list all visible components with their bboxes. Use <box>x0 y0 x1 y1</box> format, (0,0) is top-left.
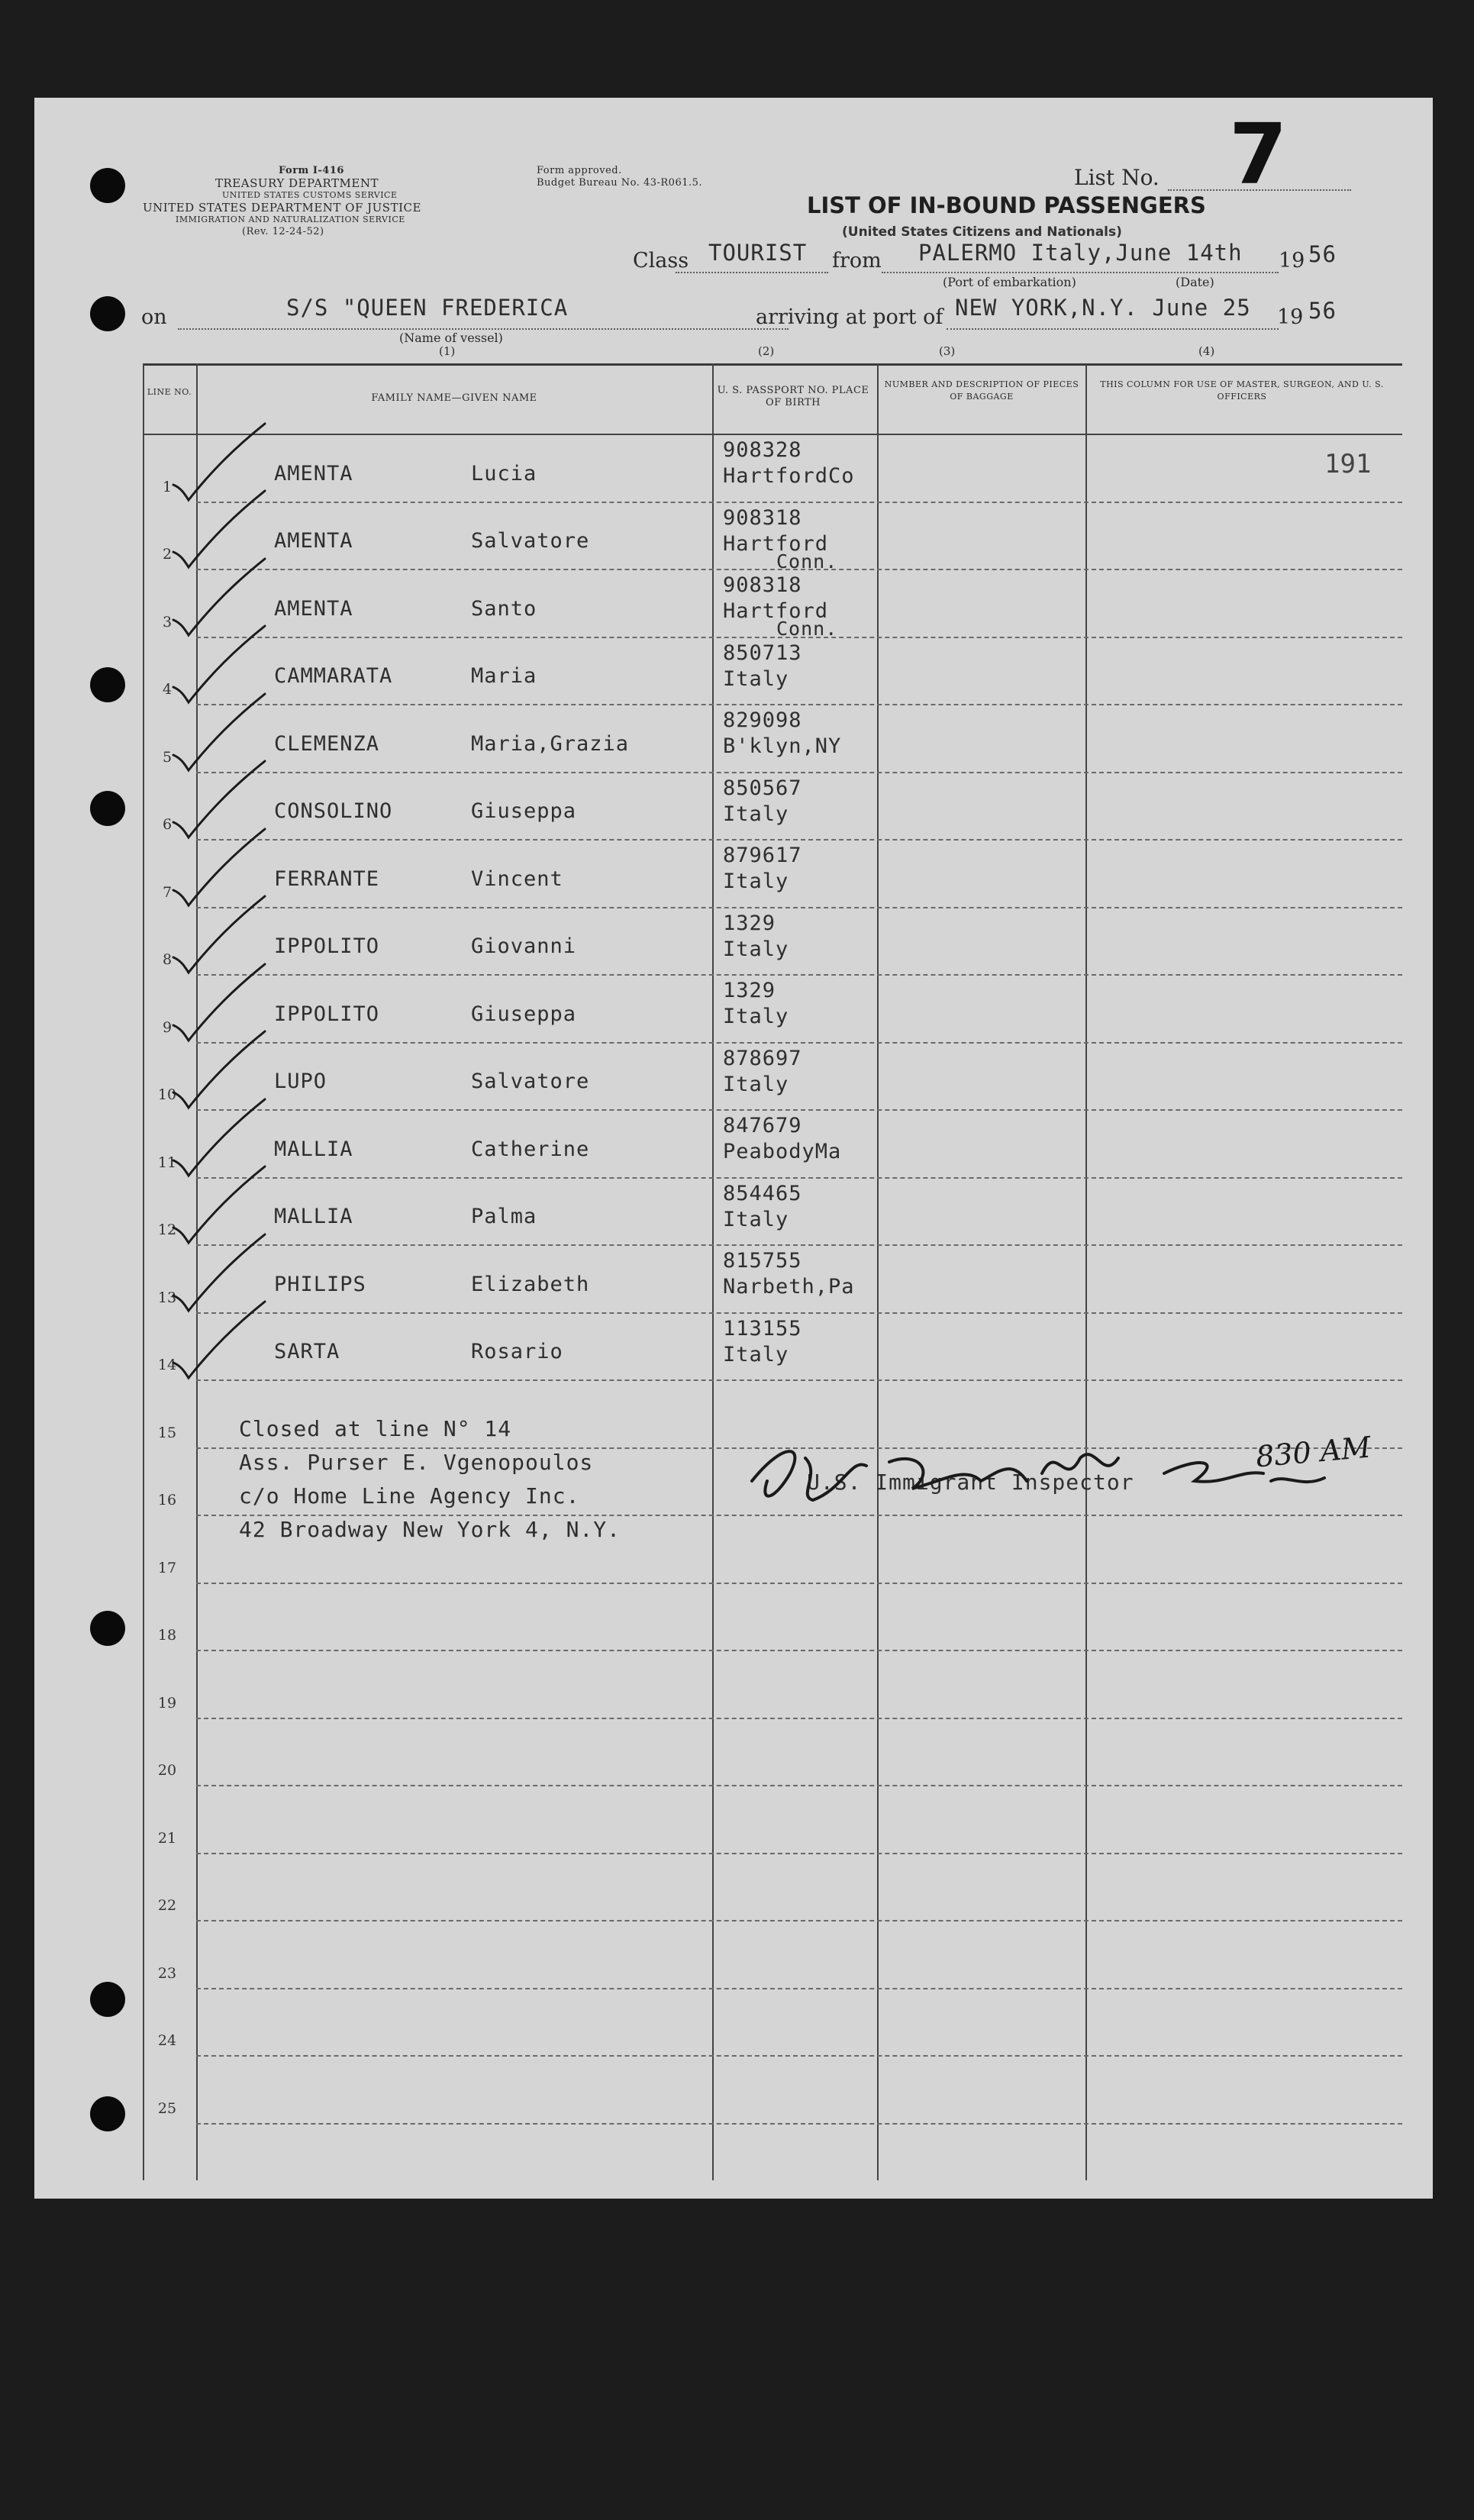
table-row <box>143 1042 1402 1110</box>
given-name: Maria <box>471 664 537 688</box>
embarkation-value: PALERMO Italy,June 14th <box>918 240 1243 266</box>
table-row <box>143 1583 1402 1650</box>
place-of-birth: Italy <box>723 802 789 826</box>
place-of-birth: B'klyn,NY <box>723 734 842 758</box>
family-name: CAMMARATA <box>274 664 393 688</box>
family-name: AMENTA <box>274 529 353 553</box>
caption-2: (2) <box>758 344 775 358</box>
family-name: IPPOLITO <box>274 934 380 958</box>
line-number: 19 <box>157 1694 177 1712</box>
punch-hole <box>90 791 125 826</box>
manifest-sheet <box>34 98 1433 2199</box>
given-name: Elizabeth <box>471 1272 590 1296</box>
punch-hole <box>90 1982 125 2017</box>
caption-3: (3) <box>939 344 956 358</box>
line-number: 2 <box>162 546 173 563</box>
given-name: Santo <box>471 596 537 621</box>
place-of-birth: Italy <box>723 1342 789 1366</box>
passport-number: 850713 <box>723 640 802 665</box>
list-no-label: List No. <box>1074 165 1160 190</box>
passport-number: 829098 <box>723 708 802 732</box>
row-divider <box>196 2123 1402 2125</box>
table-row <box>143 1988 1402 2056</box>
customs-service: UNITED STATES CUSTOMS SERVICE <box>222 190 398 200</box>
line-number: 5 <box>162 748 173 766</box>
line-number: 21 <box>157 1829 177 1847</box>
arrival-year-prefix: 19 <box>1277 305 1304 329</box>
place-of-birth: PeabodyMa <box>723 1140 842 1163</box>
family-name: MALLIA <box>274 1205 353 1228</box>
passport-number: 854465 <box>723 1181 802 1205</box>
justice-dept: UNITED STATES DEPARTMENT OF JUSTICE <box>143 201 421 215</box>
line-number: 4 <box>162 681 173 698</box>
caption-1: (1) <box>439 344 456 358</box>
family-name: MALLIA <box>274 1137 353 1161</box>
place-of-birth: HartfordCo <box>723 464 855 488</box>
inspector-signature <box>737 1428 1332 1512</box>
family-name: PHILIPS <box>274 1272 366 1296</box>
given-name: Giuseppa <box>471 1002 577 1026</box>
table-row <box>143 1177 1402 1245</box>
family-name: LUPO <box>274 1070 327 1093</box>
place-of-birth: Italy <box>723 1072 789 1096</box>
class-value: TOURIST <box>708 240 808 266</box>
form-number: Form I-416 <box>279 165 344 176</box>
from-label: from <box>832 249 882 273</box>
place-of-birth: Italy <box>723 666 789 691</box>
passport-number: 908328 <box>723 438 802 462</box>
given-name: Giovanni <box>471 934 577 958</box>
family-name: IPPOLITO <box>274 1002 380 1026</box>
line-number: 10 <box>157 1086 177 1103</box>
vessel-name: S/S "QUEEN FREDERICA <box>286 295 569 321</box>
year-suffix: 56 <box>1308 241 1337 267</box>
line-number: 22 <box>157 1897 177 1914</box>
header-official: THIS COLUMN FOR USE OF MASTER, SURGEON, AND U. S. OFFICERS <box>1100 379 1384 402</box>
vessel-caption: (Name of vessel) <box>399 331 503 345</box>
table-row <box>143 502 1402 573</box>
table-row <box>143 839 1402 907</box>
table-row <box>143 974 1402 1042</box>
line-number: 17 <box>157 1559 177 1576</box>
table-row <box>143 907 1402 975</box>
punch-hole <box>90 1611 125 1646</box>
closing-line: Closed at line N° 14 <box>239 1416 512 1441</box>
list-number: 7 <box>1229 105 1288 203</box>
punch-hole <box>90 667 125 702</box>
punch-hole <box>90 168 125 203</box>
line-number: 12 <box>157 1221 177 1238</box>
table-row <box>143 1920 1402 1988</box>
manifest-table <box>143 363 1402 2180</box>
header-line-no: LINE NO. <box>147 387 192 397</box>
arriving-label: arriving at port of <box>756 305 943 329</box>
line-number: 11 <box>157 1154 177 1171</box>
passport-number: 908318 <box>723 505 802 530</box>
line-number: 8 <box>162 951 173 968</box>
line-number: 14 <box>157 1357 177 1373</box>
family-name: CLEMENZA <box>274 731 380 756</box>
line-number: 23 <box>157 1964 177 1982</box>
closing-line: 42 Broadway New York 4, N.Y. <box>239 1517 621 1542</box>
passport-number: 1329 <box>723 979 776 1002</box>
passport-number: 847679 <box>723 1114 802 1137</box>
family-name: AMENTA <box>274 461 353 486</box>
line-number: 15 <box>157 1424 177 1441</box>
form-approved: Form approved. <box>537 165 622 176</box>
table-row <box>143 569 1402 640</box>
table-row <box>143 1109 1402 1177</box>
given-name: Palma <box>471 1205 537 1228</box>
header-baggage: NUMBER AND DESCRIPTION OF PIECES OF BAGGAGE <box>884 379 1079 402</box>
line-number: 9 <box>162 1018 173 1036</box>
class-line <box>676 272 828 273</box>
on-label: on <box>141 305 167 329</box>
table-row <box>143 1718 1402 1786</box>
punch-hole <box>90 2096 125 2131</box>
date-caption: (Date) <box>1176 275 1214 289</box>
place-of-birth-cont: Conn. <box>776 618 838 640</box>
table-row <box>143 637 1402 705</box>
place-of-birth: Hartford <box>723 531 829 556</box>
family-name: FERRANTE <box>274 866 380 891</box>
line-number: 7 <box>162 883 173 901</box>
document-title: LIST OF IN-BOUND PASSENGERS <box>807 192 1206 218</box>
year-prefix: 19 <box>1279 249 1305 273</box>
passport-number: 850567 <box>723 776 802 800</box>
budget-bureau: Budget Bureau No. 43-R061.5. <box>537 177 703 189</box>
place-of-birth: Italy <box>723 937 789 961</box>
form-revision: (Rev. 12-24-52) <box>242 226 324 237</box>
family-name: CONSOLINO <box>274 799 393 823</box>
line-number: 18 <box>157 1627 177 1644</box>
treasury-dept: TREASURY DEPARTMENT <box>215 176 379 190</box>
passport-number: 1329 <box>723 911 776 935</box>
line-number: 1 <box>162 478 173 495</box>
table-row <box>143 772 1402 840</box>
closing-line: Ass. Purser E. Vgenopoulos <box>239 1450 594 1475</box>
given-name: Salvatore <box>471 1070 590 1093</box>
line-number: 20 <box>157 1762 177 1779</box>
time-note: 830 AM <box>1254 1430 1372 1474</box>
header-name: FAMILY NAME—GIVEN NAME <box>371 392 537 404</box>
list-no-line <box>1168 189 1351 191</box>
arrival-line <box>947 328 1279 330</box>
given-name: Salvatore <box>471 529 590 553</box>
punch-hole <box>90 296 125 331</box>
place-of-birth: Hartford <box>723 599 829 623</box>
given-name: Rosario <box>471 1340 563 1363</box>
official-note: 191 <box>1324 449 1372 479</box>
given-name: Giuseppa <box>471 799 577 823</box>
class-label: Class <box>633 249 689 273</box>
embarkation-caption: (Port of embarkation) <box>943 275 1076 289</box>
given-name: Vincent <box>471 866 563 891</box>
place-of-birth: Italy <box>723 1207 789 1231</box>
table-row <box>143 1312 1402 1380</box>
document-subtitle: (United States Citizens and Nationals) <box>842 224 1122 240</box>
given-name: Catherine <box>471 1137 590 1161</box>
header-passport: U. S. PASSPORT NO. PLACE OF BIRTH <box>717 385 869 408</box>
line-number: 13 <box>157 1289 177 1306</box>
family-name: AMENTA <box>274 596 353 621</box>
line-number: 25 <box>157 2099 177 2117</box>
table-row <box>143 2055 1402 2123</box>
passport-number: 908318 <box>723 573 802 597</box>
closing-line: c/o Home Line Agency Inc. <box>239 1483 580 1508</box>
place-of-birth-cont: Conn. <box>776 550 838 573</box>
table-row <box>143 704 1402 772</box>
line-number: 3 <box>162 613 173 631</box>
table-row <box>143 434 1402 502</box>
table-row <box>143 1244 1402 1312</box>
table-row <box>143 1650 1402 1718</box>
table-row <box>143 1785 1402 1853</box>
line-number: 6 <box>162 816 173 833</box>
ins-service: IMMIGRATION AND NATURALIZATION SERVICE <box>176 215 405 224</box>
place-of-birth: Narbeth,Pa <box>723 1275 855 1299</box>
vessel-line <box>178 328 789 330</box>
passport-number: 815755 <box>723 1249 802 1273</box>
table-row <box>143 1853 1402 1921</box>
given-name: Lucia <box>471 461 537 486</box>
caption-4: (4) <box>1198 344 1215 358</box>
passport-number: 113155 <box>723 1316 802 1341</box>
given-name: Maria,Grazia <box>471 731 630 756</box>
line-number: 16 <box>157 1492 177 1508</box>
passport-number: 879617 <box>723 844 802 867</box>
family-name: SARTA <box>274 1340 340 1363</box>
place-of-birth: Italy <box>723 870 789 893</box>
arrival-port: NEW YORK,N.Y. June 25 <box>955 295 1251 321</box>
arrival-year-suffix: 56 <box>1308 298 1337 324</box>
passport-number: 878697 <box>723 1046 802 1070</box>
line-number: 24 <box>157 2032 177 2049</box>
from-line <box>882 272 1279 273</box>
place-of-birth: Italy <box>723 1005 789 1028</box>
checkmark-icon <box>166 1295 280 1387</box>
inspector-caption: U.S. Immigrant Inspector <box>807 1470 1134 1495</box>
